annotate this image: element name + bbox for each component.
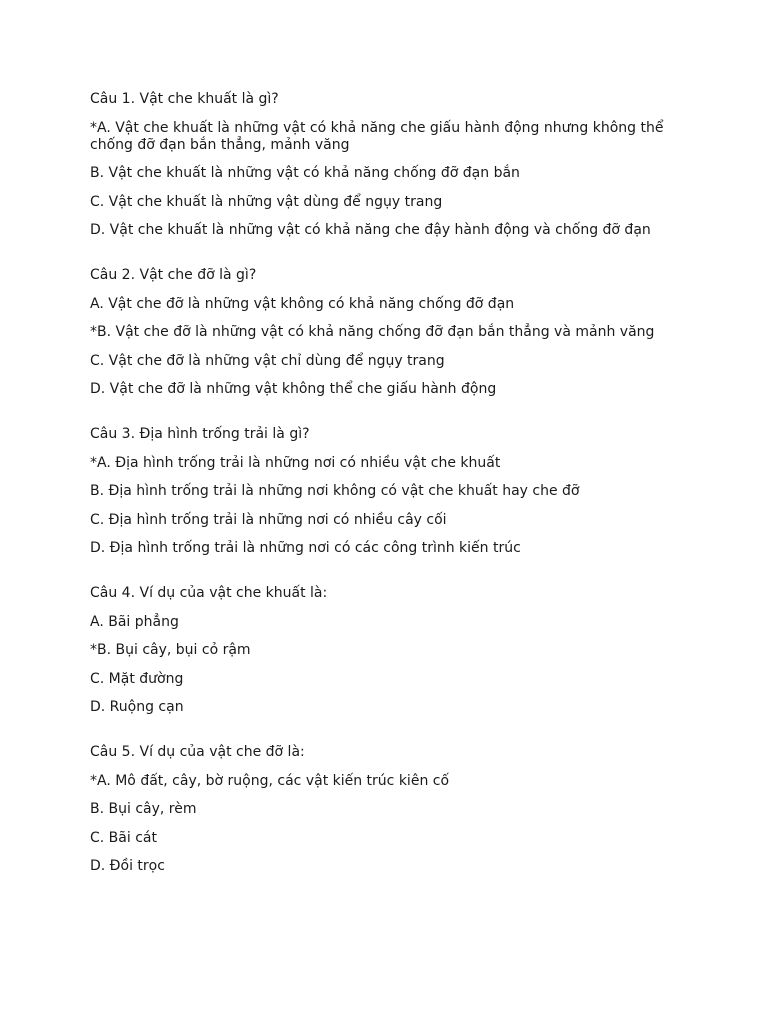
answer-option-d: D. Vật che đỡ là những vật không thể che giấu hành động xyxy=(90,381,497,397)
answer-option-c: C. Bãi cát xyxy=(90,829,157,846)
question-3 xyxy=(90,426,680,557)
question-4 xyxy=(90,585,680,716)
answer-option-c: C. Vật che khuất là những vật dùng để ngụy trang xyxy=(90,193,443,210)
question-title: Câu 4. Ví dụ của vật che khuất là: xyxy=(90,585,328,601)
question-2 xyxy=(90,267,680,398)
answer-option-b: *B. Bụi cây, bụi cỏ rậm xyxy=(90,642,251,658)
question-5 xyxy=(90,744,680,875)
answer-option-b: B. Bụi cây, rèm xyxy=(90,801,197,817)
answer-option-a: *A. Địa hình trống trải là những nơi có nhiều vật che khuất xyxy=(90,454,501,471)
answer-option-a: A. Vật che đỡ là những vật không có khả năng chống đỡ đạn xyxy=(90,295,515,312)
document-page xyxy=(90,91,680,903)
answer-option-d: D. Ruộng cạn xyxy=(90,699,184,715)
answer-option-b: B. Địa hình trống trải là những nơi không có vật che khuất hay che đỡ xyxy=(90,483,580,499)
answer-option-d: D. Địa hình trống trải là những nơi có các công trình kiến trúc xyxy=(90,540,521,556)
answer-option-d: D. Vật che khuất là những vật có khả năng che đậy hành động và chống đỡ đạn xyxy=(90,222,651,238)
answer-option-b: *B. Vật che đỡ là những vật có khả năng chống đỡ đạn bắn thẳng và mảnh văng xyxy=(90,324,655,340)
answer-option-c: C. Mặt đường xyxy=(90,670,184,687)
answer-option-d: D. Đồi trọc xyxy=(90,858,165,874)
question-title: Câu 2. Vật che đỡ là gì? xyxy=(90,267,257,283)
answer-option-a: *A. Mô đất, cây, bờ ruộng, các vật kiến trúc kiên cố xyxy=(90,772,450,789)
answer-option-c: C. Vật che đỡ là những vật chỉ dùng để ngụy trang xyxy=(90,352,445,369)
answer-option-a: *A. Vật che khuất là những vật có khả năng che giấu hành động nhưng không thể chống đỡ đạn bắn thẳng, mảnh văng xyxy=(90,119,664,153)
answer-option-c: C. Địa hình trống trải là những nơi có nhiều cây cối xyxy=(90,511,447,528)
question-1 xyxy=(90,91,680,239)
question-title: Câu 5. Ví dụ của vật che đỡ là: xyxy=(90,744,305,760)
question-title: Câu 3. Địa hình trống trải là gì? xyxy=(90,426,310,442)
question-title: Câu 1. Vật che khuất là gì? xyxy=(90,91,279,107)
answer-option-a: A. Bãi phẳng xyxy=(90,613,179,630)
answer-option-b: B. Vật che khuất là những vật có khả năng chống đỡ đạn bắn xyxy=(90,165,520,181)
